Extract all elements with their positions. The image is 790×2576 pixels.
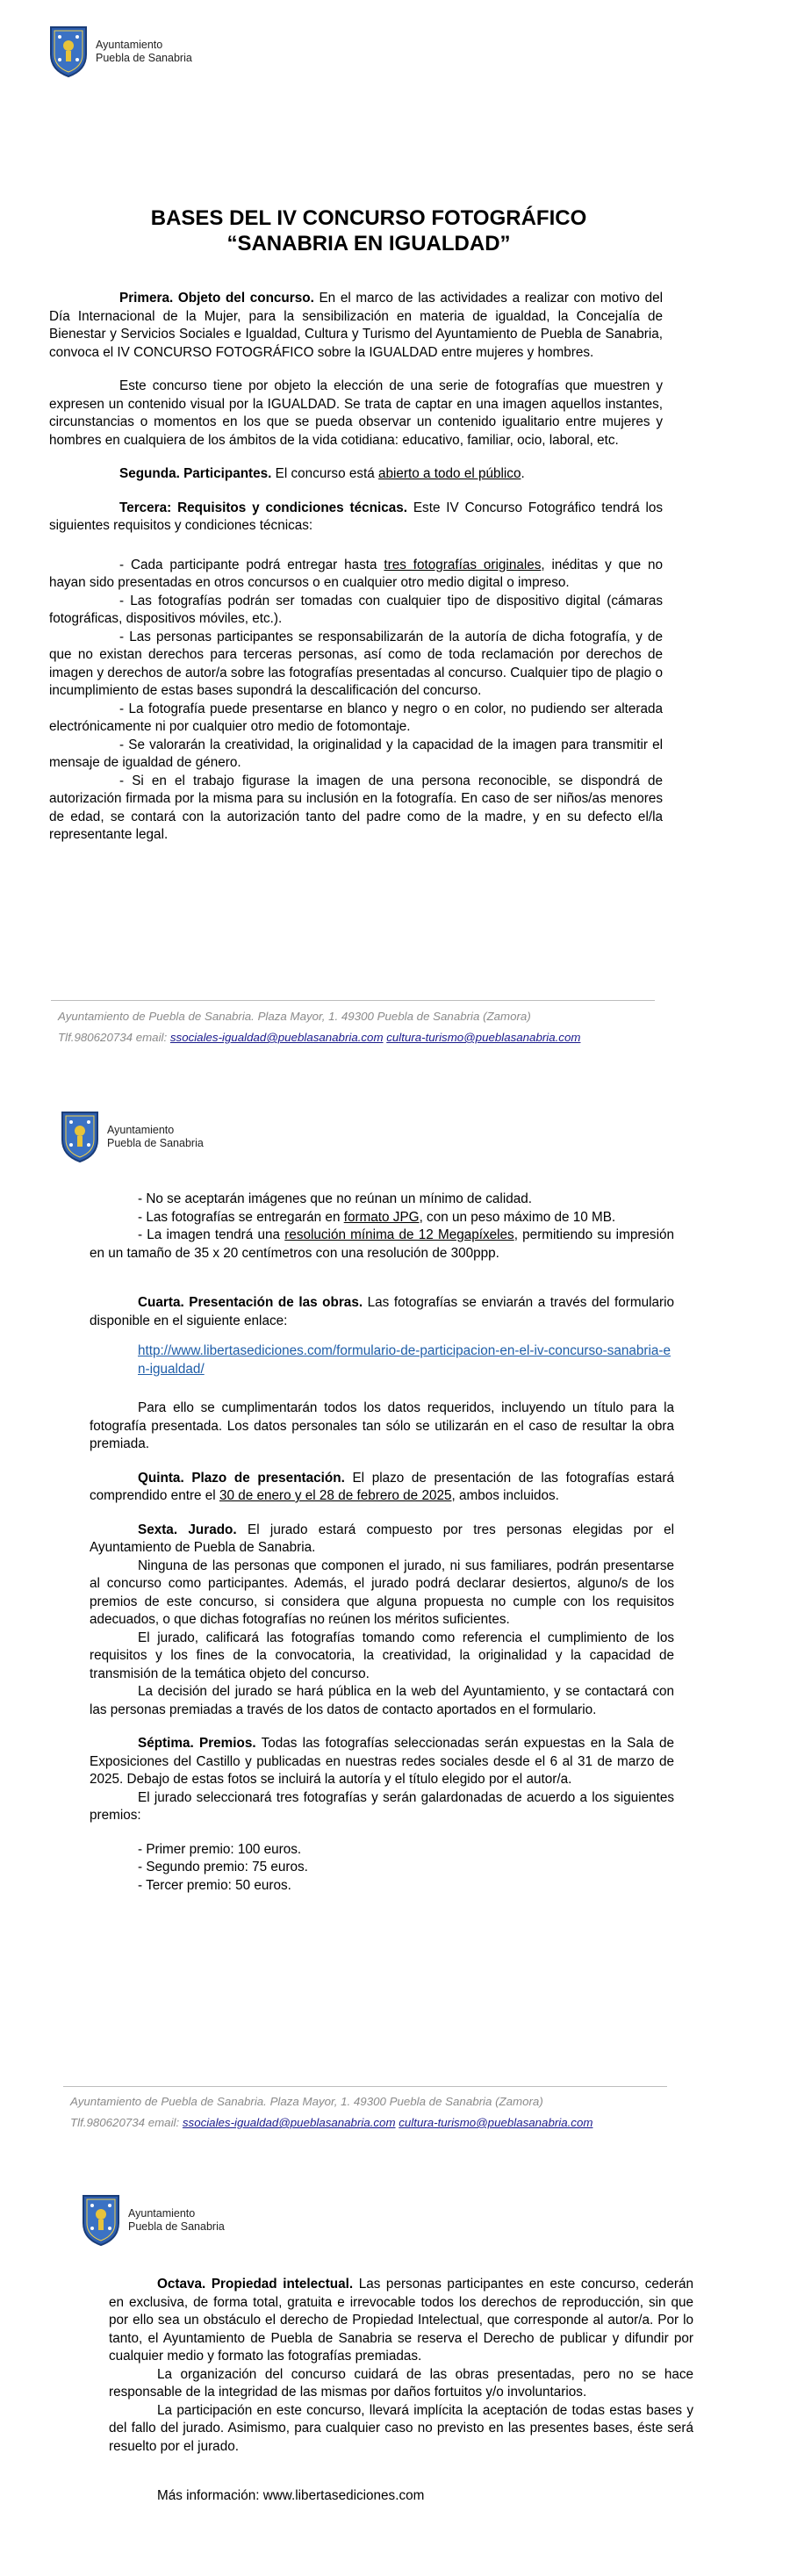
page-footer xyxy=(70,2091,772,2133)
email-link-cultura[interactable]: cultura-turismo@pueblasanabria.com xyxy=(386,1031,581,1044)
coat-of-arms-icon xyxy=(81,2193,121,2248)
requirement-item: - Cada participante podrá entregar hasta tres fotografías originales, inéditas y que no hayan sido presentadas en otros concursos o en cualquier otro medio digital o impreso. xyxy=(49,557,663,590)
footer-address: Ayuntamiento de Puebla de Sanabria. Plaza Mayor, 1. 49300 Puebla de Sanabria (Zamora) xyxy=(58,1010,531,1023)
org-name: Ayuntamiento Puebla de Sanabria xyxy=(107,1124,204,1149)
header-logo xyxy=(48,25,192,79)
participation-form-link[interactable]: http://www.libertasediciones.com/formulario-de-participacion-en-el-iv-concurso-sanabria-en-igualdad/ xyxy=(138,1343,672,1377)
page-3 xyxy=(0,2172,790,2576)
body-page-3 xyxy=(109,2276,693,2506)
section-tercera: Tercera: Requisitos y condiciones técnicas. Este IV Concurso Fotográfico tendrá los siguientes requisitos y condiciones técnicas: xyxy=(49,500,664,533)
body-page-2 xyxy=(90,1191,674,1895)
footer-divider xyxy=(63,2086,667,2087)
octava-paragraph-3: La participación en este concurso, llevará implícita la aceptación de todas estas bases y del fallo del jurado. Asimismo, para cualquier caso no previsto en las presentes bases, éste será resuelto por el jurado. xyxy=(109,2402,693,2454)
page-footer xyxy=(58,1006,760,1048)
requirement-item: - Las personas participantes se responsabilizarán de la autoría de dicha fotografía, y de que no existan derechos para terceras personas, así como de toda reclamación por derechos de imagen y derechos de autor/a sobre las fotografías presentadas al concurso. Cualquier tipo de plagio o incumplimiento de estas bases supondrá la descalificación del concurso. xyxy=(49,629,663,698)
octava-paragraph-2: La organización del concurso cuidará de las obras presentadas, pero no se hace responsable de la integridad de las mismas por daños fortuitos y/o involuntarios. xyxy=(109,2366,693,2400)
email-link-igualdad[interactable]: ssociales-igualdad@pueblasanabria.com xyxy=(169,1031,384,1044)
page-2 xyxy=(0,1080,790,2172)
primera-paragraph-2: Este concurso tiene por objeto la elección de una serie de fotografías que muestren y expresen un contenido visual por la IGUALDAD. Se trata de captar en una imagen aquellos instantes, circunstancias o momentos en los que se pueda observar un contenido igualitario entre mujeres y hombres en cualquiera de los ámbitos de la vida cotidiana: educativo, familiar, ocio, laboral, etc. xyxy=(49,378,663,448)
requirement-item: - La fotografía puede presentarse en blanco y negro o en color, no pudiendo ser alterada electrónicamente ni por cualquier otro medio de fotomontaje. xyxy=(49,701,663,734)
requirement-item: - No se aceptarán imágenes que no reúnan un mínimo de calidad. xyxy=(138,1191,532,1206)
title-line-1: BASES DEL IV CONCURSO FOTOGRÁFICO xyxy=(150,206,587,230)
email-link-cultura[interactable]: cultura-turismo@pueblasanabria.com xyxy=(399,2116,593,2129)
sexta-paragraph-3: El jurado, calificará las fotografías tomando como referencia el cumplimiento de los requisitos y los fines de la convocatoria, la creatividad, la originalidad y la capacidad de transmisión de la temática objeto del concurso. xyxy=(90,1630,674,1681)
section-primera: Primera. Objeto del concurso. En el marco de las actividades a realizar con motivo del Día Internacional de la Mujer, para la sensibilización en materia de igualdad, la Concejalía de Bienestar y Servicios Sociales e Igualdad, Cultura y Turismo del Ayuntamiento de Puebla de Sanabria, convoca el IV CONCURSO FOTOGRÁFICO sobre la IGUALDAD entre mujeres y hombres. xyxy=(49,291,663,360)
title-line-2: “SANABRIA EN IGUALDAD” xyxy=(226,232,511,255)
requirement-item: - Las fotografías se entregarán en formato JPG, con un peso máximo de 10 MB. xyxy=(138,1209,616,1225)
footer-address: Ayuntamiento de Puebla de Sanabria. Plaza Mayor, 1. 49300 Puebla de Sanabria (Zamora) xyxy=(70,2095,543,2108)
section-cuarta: Cuarta. Presentación de las obras. Las fotografías se enviarán a través del formulario disponible en el siguiente enlace: xyxy=(90,1295,674,1328)
requirement-item: - Las fotografías podrán ser tomadas con cualquier tipo de dispositivo digital (cámaras fotográficas, dispositivos móviles, etc.). xyxy=(49,593,663,626)
footer-divider xyxy=(51,1000,655,1001)
section-sexta: Sexta. Jurado. El jurado estará compuesto por tres personas elegidas por el Ayuntamiento de Puebla de Sanabria. xyxy=(90,1522,674,1555)
footer-contact: Tlf.980620734 email: ssociales-igualdad@pueblasanabria.com cultura-turismo@pueblasanabria.com xyxy=(70,2116,593,2129)
page-1 xyxy=(0,0,790,1080)
coat-of-arms-icon xyxy=(48,25,89,79)
septima-paragraph-2: El jurado seleccionará tres fotografías y serán galardonadas de acuerdo a los siguientes premios: xyxy=(90,1789,674,1823)
more-info-line: Más información: www.libertasediciones.com xyxy=(157,2488,425,2503)
sexta-paragraph-4: La decisión del jurado se hará pública en la web del Ayuntamiento, y se contactará con las personas premiadas a través de los datos de contacto aportados en el formulario. xyxy=(90,1684,674,1717)
org-name: Ayuntamiento Puebla de Sanabria xyxy=(128,2207,225,2233)
requirement-item: - Si en el trabajo figurase la imagen de una persona reconocible, se dispondrá de autorización firmada por la misma para su inclusión en la fotografía. En caso de ser niños/as menores de edad, se contará con la autorización tanto del padre como de la madre, y en su defecto el/la representante legal. xyxy=(49,773,663,842)
footer-contact: Tlf.980620734 email: ssociales-igualdad@pueblasanabria.com cultura-turismo@pueblasanabria.com xyxy=(58,1031,581,1044)
requirement-item: - La imagen tendrá una resolución mínima de 12 Megapíxeles, permitiendo su impresión en un tamaño de 35 x 20 centímetros con una resolución de 300ppp. xyxy=(90,1227,674,1261)
section-septima: Séptima. Premios. Todas las fotografías seleccionadas serán expuestas en la Sala de Exposiciones del Castillo y publicadas en nuestras redes sociales desde el 6 al 31 de marzo de 2025. Debajo de estas fotos se incluirá la autoría y el título elegido por el autor/a. xyxy=(90,1736,674,1787)
requirement-item: - Se valorarán la creatividad, la originalidad y la capacidad de la imagen para transmitir el mensaje de igualdad de género. xyxy=(49,737,663,770)
prize-item: - Tercer premio: 50 euros. xyxy=(138,1877,291,1893)
section-quinta: Quinta. Plazo de presentación. El plazo de presentación de las fotografías estará comprendido entre el 30 de enero y el 28 de febrero de 2025, ambos incluidos. xyxy=(90,1470,675,1503)
org-name: Ayuntamiento Puebla de Sanabria xyxy=(96,39,192,64)
coat-of-arms-icon xyxy=(60,1110,100,1164)
prize-item: - Segundo premio: 75 euros. xyxy=(138,1860,308,1874)
email-link-igualdad[interactable]: ssociales-igualdad@pueblasanabria.com xyxy=(182,2116,396,2129)
participation-form-link-wrap xyxy=(90,1342,674,1378)
cuarta-paragraph-2: Para ello se cumplimentarán todos los datos requeridos, incluyendo un título para la fotografía presentada. Los datos personales tan sólo se utilizarán en el caso de resultar la obra premiada. xyxy=(90,1400,674,1451)
section-segunda: Segunda. Participantes. El concurso está abierto a todo el público. xyxy=(119,466,525,481)
header-logo xyxy=(81,2193,225,2248)
document-title xyxy=(0,205,737,256)
header-logo xyxy=(60,1110,204,1164)
prize-item: - Primer premio: 100 euros. xyxy=(138,1841,302,1857)
section-octava: Octava. Propiedad intelectual. Las personas participantes en este concurso, cederán en exclusiva, de forma total, gratuita e irrevocable todos los derechos de reproducción, sin que por ello sea un obstáculo el derecho de Propiedad Intelectual, que corresponde al autor/a. Por lo tanto, el Ayuntamiento de Puebla de Sanabria se reserva el Derecho de publicar y difundir por cualquier medio y formato las fotografías premiadas. xyxy=(109,2277,693,2364)
body-page-1 xyxy=(49,290,663,845)
sexta-paragraph-2: Ninguna de las personas que componen el jurado, ni sus familiares, podrán presentarse al concurso como participantes. Además, el jurado podrá declarar desiertos, alguno/s de los premios de este concurso, si considera que alguna propuesta no cumple con los requisitos adecuados, o que dichas fotografías no reúnen los méritos suficientes. xyxy=(90,1558,674,1627)
